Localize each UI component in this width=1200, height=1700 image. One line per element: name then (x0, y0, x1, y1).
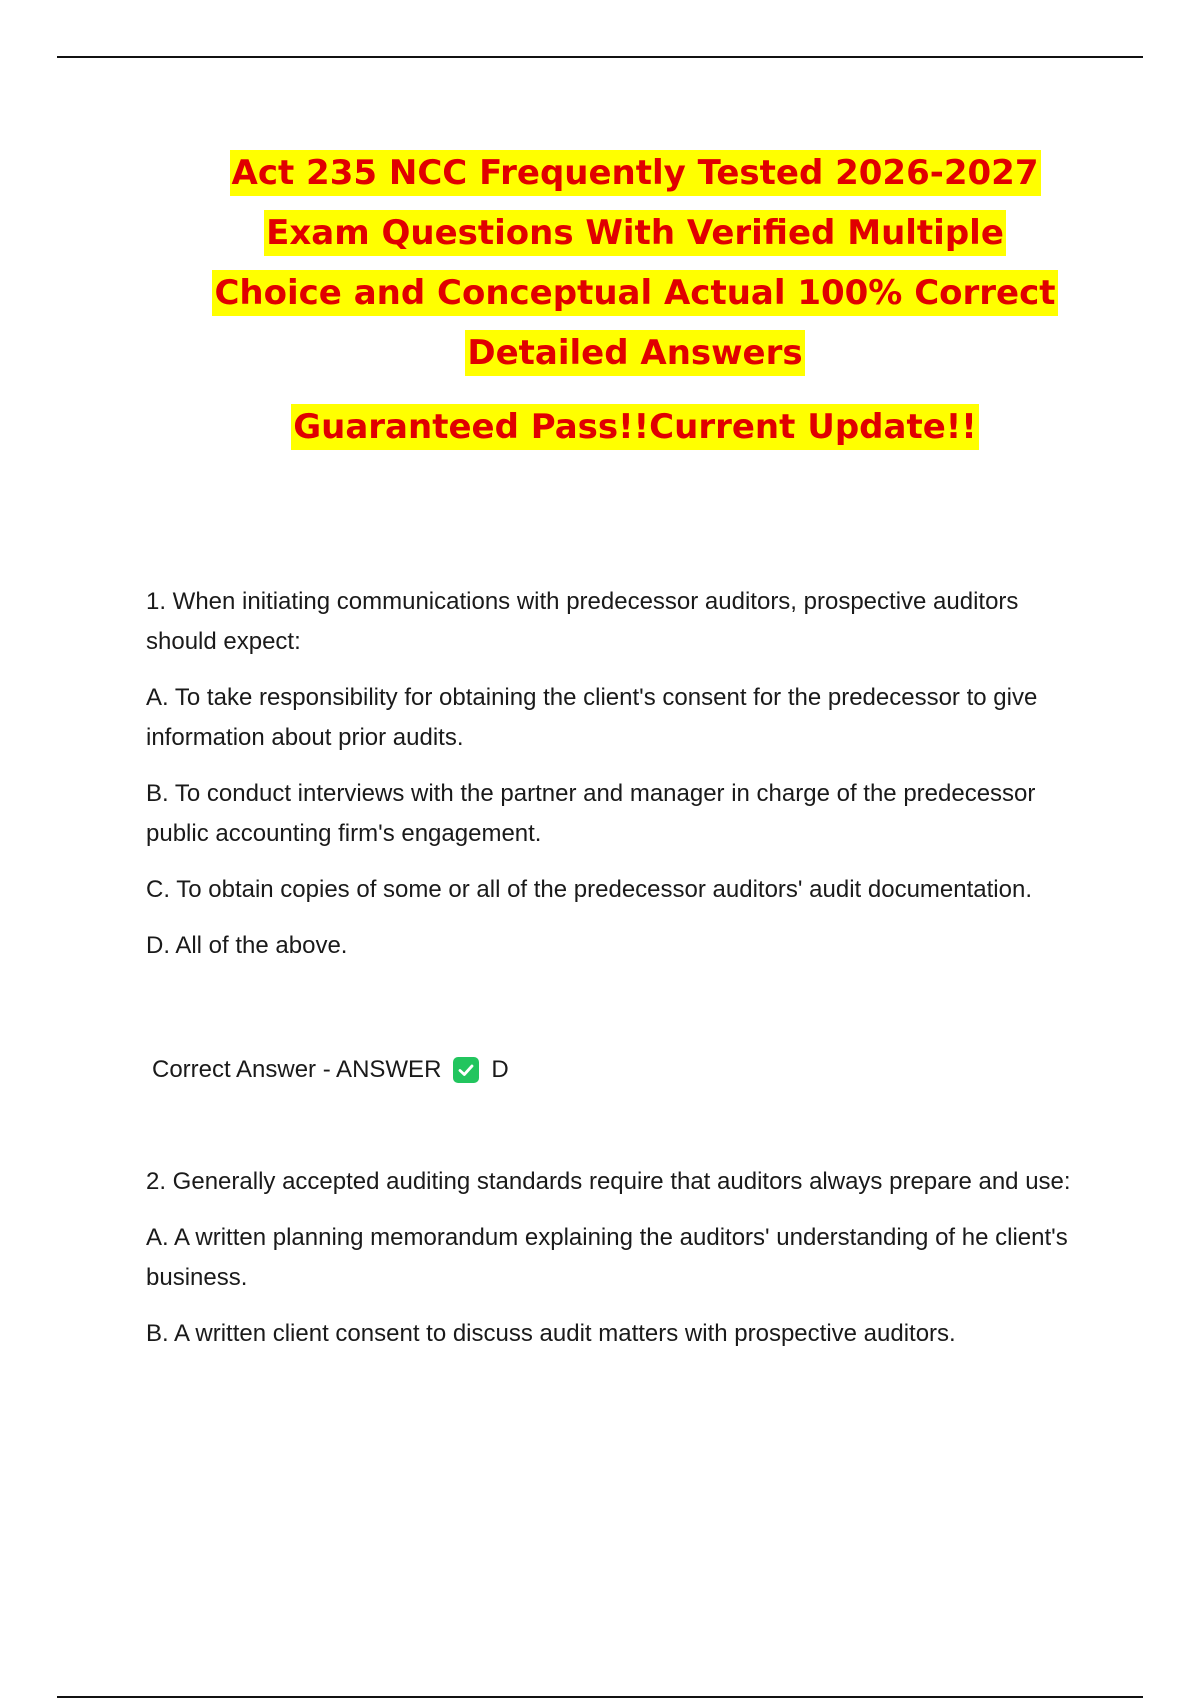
check-mark-icon (453, 1057, 479, 1083)
document-title-block (150, 143, 1120, 457)
answer-option-b: B. To conduct interviews with the partner and manager in charge of the predecessor public accounting firm's engagement. (146, 780, 1036, 847)
question-2 (146, 1162, 1086, 1354)
title-line: Detailed Answers (150, 323, 1120, 383)
correct-answer-value: D (491, 1056, 509, 1083)
answer-option-d: D. All of the above. (146, 932, 348, 959)
question-stem: 1. When initiating communications with predecessor auditors, prospective auditors should expect: (146, 588, 1019, 655)
question-list (146, 582, 1086, 1370)
correct-answer (152, 1050, 1086, 1090)
title-line: Exam Questions With Verified Multiple (150, 203, 1120, 263)
question-stem: 2. Generally accepted auditing standards require that auditors always prepare and use: (146, 1168, 1071, 1195)
answer-option-c: C. To obtain copies of some or all of the predecessor auditors' audit documentation. (146, 876, 1032, 903)
question-1 (146, 582, 1086, 1090)
bottom-divider (57, 1696, 1143, 1698)
title-line: Act 235 NCC Frequently Tested 2026-2027 (150, 143, 1120, 203)
title-line: Choice and Conceptual Actual 100% Correct (150, 263, 1120, 323)
answer-option-a: A. A written planning memorandum explaining the auditors' understanding of he client's business. (146, 1224, 1068, 1291)
correct-answer-label: Correct Answer - ANSWER (152, 1056, 442, 1083)
document-subtitle: Guaranteed Pass!!Current Update!! (150, 397, 1120, 457)
check-mark-glyph (456, 1060, 476, 1080)
top-divider (57, 56, 1143, 58)
answer-option-b: B. A written client consent to discuss audit matters with prospective auditors. (146, 1320, 956, 1347)
answer-option-a: A. To take responsibility for obtaining the client's consent for the predecessor to give information about prior audits. (146, 684, 1038, 751)
